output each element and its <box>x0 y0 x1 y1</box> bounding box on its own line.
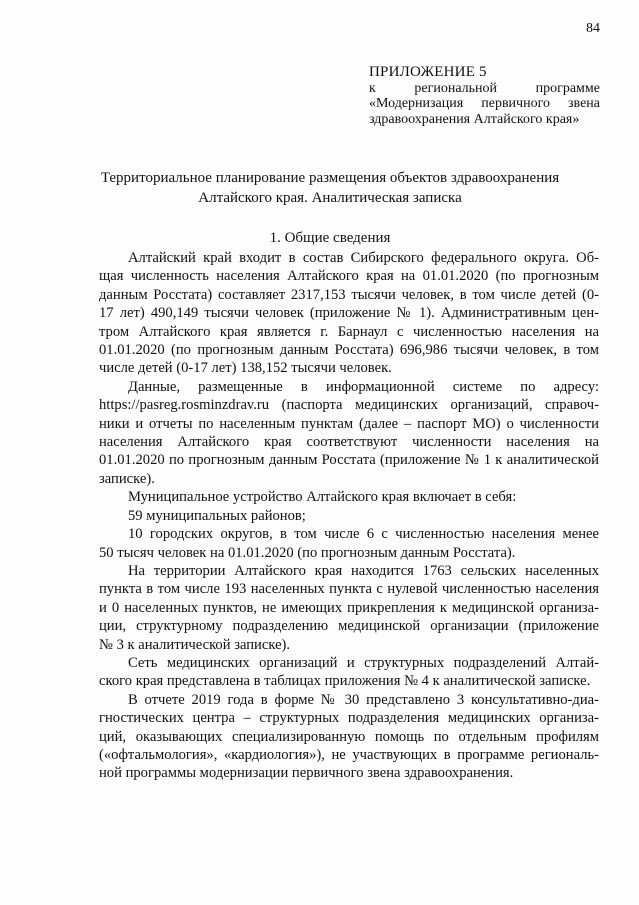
appendix-line: к региональной программе <box>369 80 600 96</box>
document-body <box>99 249 599 783</box>
paragraph-line: 59 муниципальных районов; <box>128 507 306 524</box>
paragraph <box>99 691 599 783</box>
paragraph-line: 01.01.2020 по прогнозным данным Росстата (приложение № 1 к аналитической <box>99 452 599 469</box>
section-title: 1. Общие сведения <box>269 230 391 246</box>
paragraph-line: Сеть медицинских организаций и структурных подразделений Алтай- <box>128 654 599 671</box>
paragraph-line: населения Алтайского края соответствуют численности населения на <box>99 434 599 451</box>
paragraph-line: Муниципальное устройство Алтайского края включает в себя: <box>128 489 517 506</box>
document-title-line: Территориальное планирование размещения объектов здравоохранения <box>100 170 560 186</box>
paragraph-line: 50 тысяч человек на 01.01.2020 (по прогнозным данным Росстата). <box>99 544 516 561</box>
paragraph-line: щая численность населения Алтайского края на 01.01.2020 (по прогнозным <box>99 268 599 285</box>
paragraph-line: № 3 к аналитической записке). <box>99 636 291 653</box>
paragraph-line: данным Росстата) составляет 2317,153 тысячи человек, в том числе детей (0- <box>99 286 599 303</box>
paragraph-line: В отчете 2019 года в форме № 30 представлено 3 консультативно-диа- <box>128 691 599 708</box>
paragraph <box>99 654 599 691</box>
appendix-line: «Модернизация первичного звена <box>369 96 600 111</box>
paragraph-line: 17 лет) 490,149 тысячи человек (приложение № 1). Административным цен- <box>99 305 599 322</box>
paragraph-line: ции, структурному подразделению медицинской организации (приложение <box>99 618 599 635</box>
paragraph-line: Данные, размещенные в информационной системе по адресу: <box>128 378 599 395</box>
paragraph <box>99 562 599 654</box>
appendix-line: здравоохранения Алтайского края» <box>369 111 580 127</box>
document-title-line: Алтайского края. Аналитическая записка <box>198 190 462 206</box>
paragraph-line: ций, оказывающих специализированную помощь по отдельным профилям <box>99 728 599 745</box>
paragraph <box>99 378 599 488</box>
paragraph-line: https://pasreg.rosminzdrav.ru (паспорта медицинских организаций, справоч- <box>99 397 599 414</box>
paragraph-line: Алтайский край входит в состав Сибирского федерального округа. Об- <box>128 250 599 266</box>
appendix-header <box>369 65 600 127</box>
paragraph-line: пункта в том числе 193 населенных пункта с нулевой численностью населения <box>99 581 599 598</box>
paragraph-line: тром Алтайского края является г. Барнаул с численностью населения на <box>99 323 599 340</box>
paragraph-line: На территории Алтайского края находится 1763 сельских населенных <box>128 562 599 579</box>
paragraph-line: записке). <box>99 470 155 487</box>
paragraph-line: («офтальмология», «кардиология»), не участвующих в программе региональ- <box>99 746 599 763</box>
paragraph-line: ского края представлена в таблицах приложения № 4 к аналитической записке. <box>99 673 591 690</box>
paragraph-line: ники и отчеты по населенным пунктам (далее – паспорт МО) о численности <box>99 415 599 432</box>
paragraph-line: гностических центра – структурных подразделения медицинских организа- <box>99 710 599 727</box>
appendix-title: ПРИЛОЖЕНИЕ 5 <box>369 64 487 80</box>
paragraph-line: 10 городских округов, в том числе 6 с численностью населения менее <box>128 526 599 543</box>
paragraph <box>99 507 599 525</box>
paragraph-line: числе детей (0-17 лет) 138,152 тысячи человек. <box>99 360 392 377</box>
paragraph <box>99 488 599 506</box>
paragraph <box>99 525 599 562</box>
paragraph-line: ной программы модернизации первичного звена здравоохранения. <box>99 765 514 782</box>
paragraph <box>99 249 599 378</box>
paragraph-line: и 0 населенных пунктов, не имеющих прикрепления к медицинской организа- <box>99 599 599 616</box>
paragraph-line: 01.01.2020 (по прогнозным данным Росстата) 696,986 тысячи человек, в том <box>99 342 599 359</box>
page-number: 84 <box>586 21 600 36</box>
document-title <box>60 168 600 208</box>
